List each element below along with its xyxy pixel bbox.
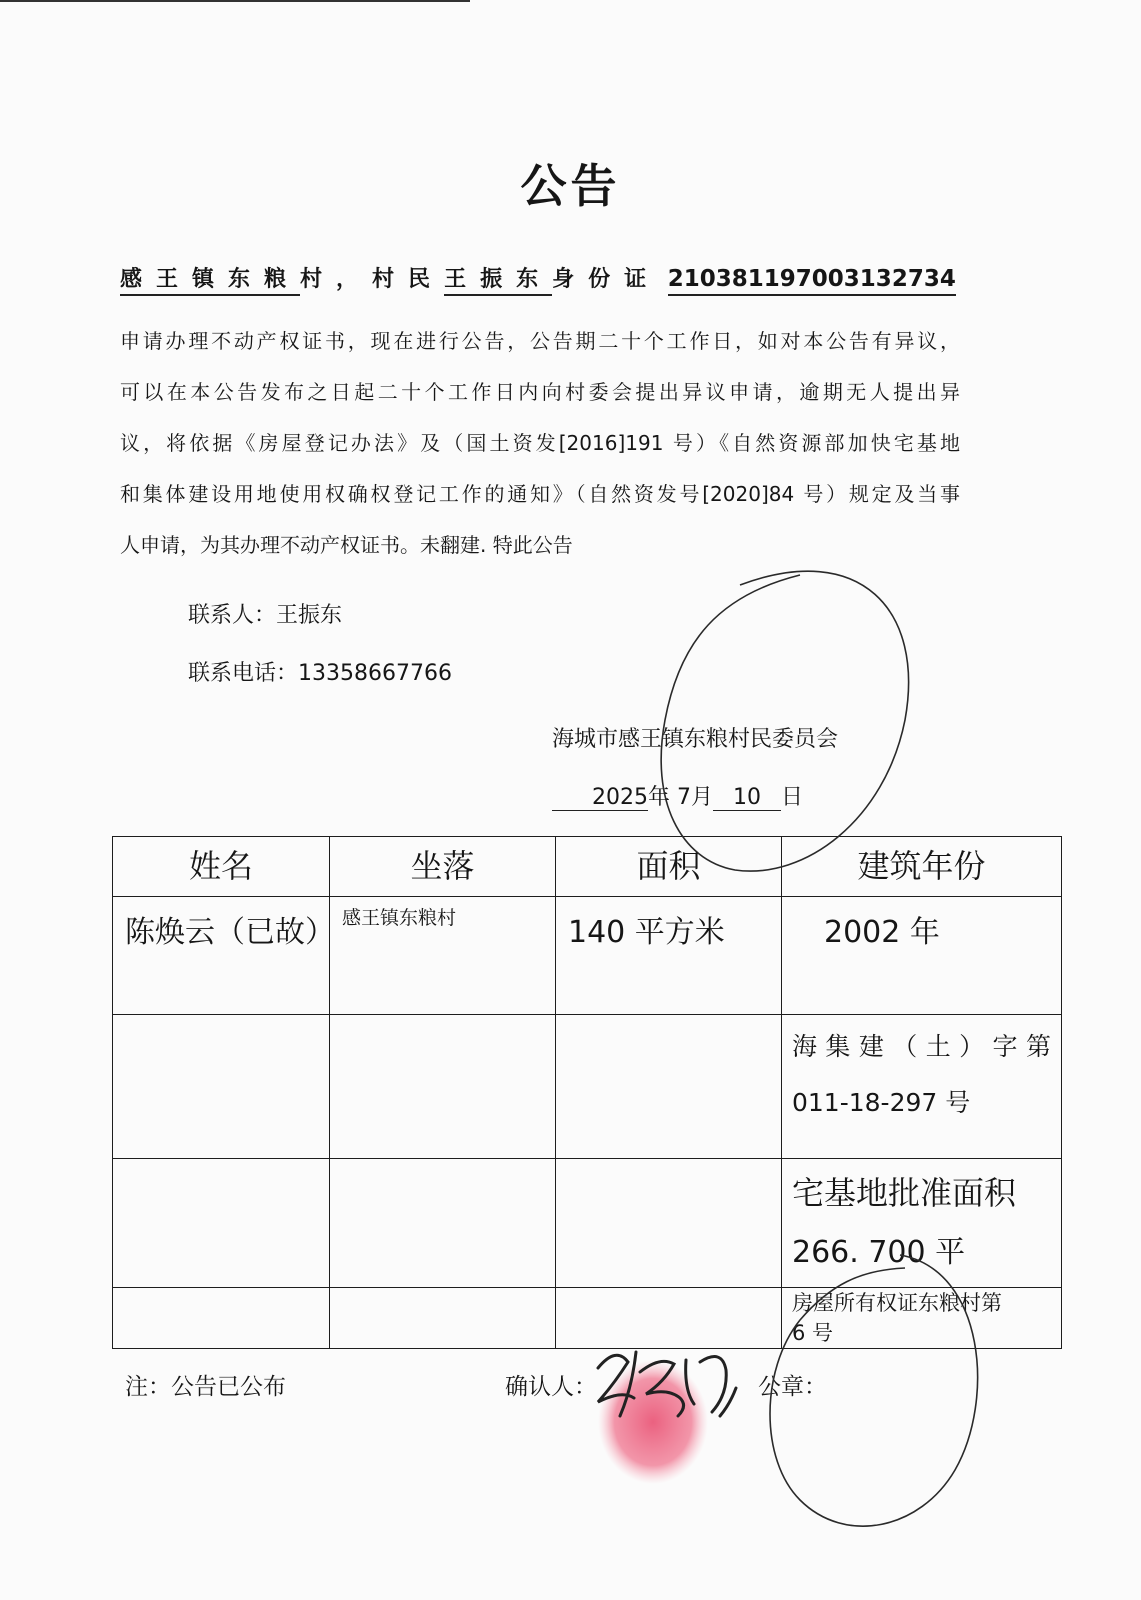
header-name: 姓名 (113, 837, 330, 897)
table-row (113, 1288, 1062, 1349)
table-row (113, 897, 1062, 1015)
notice-first-line (120, 262, 956, 293)
property-table (112, 836, 1062, 1349)
seal-label: 公章： (758, 1374, 827, 1400)
table-header-row (113, 837, 1062, 897)
empty-cell (113, 1159, 330, 1288)
house-cert-cell (782, 1288, 1062, 1349)
empty-cell (330, 1015, 556, 1159)
notice-body-line: 和集体建设用地使用权确权登记工作的通知》（自然资发号[2020]84 号）规定及当事 (120, 482, 960, 506)
owner-name-cell: 陈焕云（已故） (113, 897, 330, 1015)
date-year-label: 年 (648, 785, 671, 810)
land-cert-line: 海集建（土）字第 (792, 1032, 1051, 1061)
empty-cell (556, 1015, 782, 1159)
notice-body (120, 316, 960, 571)
date-day: 10 (713, 785, 781, 811)
approved-area-label: 宅基地批准面积 (792, 1174, 1017, 1212)
signature-icon (598, 1352, 736, 1416)
date-day-label: 日 (781, 785, 804, 810)
id-number: 210381197003132734 (668, 266, 956, 296)
date-month: 7 (677, 785, 692, 810)
issue-date (552, 780, 803, 811)
villager-prefix: 村民 (372, 267, 445, 292)
notice-body-line: 人申请，为其办理不动产权证书。未翻建. 特此公告 (120, 533, 573, 557)
village-suffix: 村 (300, 267, 337, 292)
land-cert-cell (782, 1015, 1062, 1159)
contact-phone: 联系电话：13358667766 (188, 661, 452, 686)
empty-cell (113, 1288, 330, 1349)
village-name: 感王镇东粮 (120, 267, 300, 296)
empty-cell (556, 1159, 782, 1288)
date-year: 2025 (552, 785, 648, 811)
land-cert-number: 011-18-297 号 (792, 1088, 971, 1117)
date-month-label: 月 (691, 785, 714, 810)
house-cert-line: 房屋所有权证东粮村第 (792, 1291, 1002, 1315)
area-cell: 140 平方米 (556, 897, 782, 1015)
applicant-name: 王振东 (444, 267, 552, 296)
header-area: 面积 (556, 837, 782, 897)
empty-cell (330, 1159, 556, 1288)
table-row (113, 1159, 1062, 1288)
empty-cell (330, 1288, 556, 1349)
empty-cell (556, 1288, 782, 1349)
notice-body-line: 可以在本公告发布之日起二十个工作日内向村委会提出异议申请，逾期无人提出异 (120, 380, 960, 404)
page-title: 公告 (520, 159, 621, 213)
comma: ， (336, 267, 373, 292)
id-label: 身份证 (552, 267, 661, 292)
header-location: 坐落 (330, 837, 556, 897)
approved-area-value: 266. 700 平 (792, 1235, 966, 1270)
issuing-organization: 海城市感王镇东粮村民委员会 (552, 727, 839, 752)
confirm-label: 确认人： (505, 1374, 597, 1400)
approved-area-cell (782, 1159, 1062, 1288)
house-cert-number: 6 号 (792, 1321, 834, 1345)
scan-edge-line (0, 0, 470, 2)
footer-note: 注：公告已公布 (125, 1374, 286, 1400)
location-cell: 感王镇东粮村 (330, 897, 556, 1015)
fingerprint-icon (598, 1360, 708, 1484)
notice-body-line: 议，将依据《房屋登记办法》及（国土资发[2016]191 号）《自然资源部加快宅基地 (120, 431, 960, 455)
contact-person: 联系人：王振东 (188, 603, 343, 628)
header-build-year: 建筑年份 (782, 837, 1062, 897)
notice-body-line: 申请办理不动产权证书，现在进行公告，公告期二十个工作日，如对本公告有异议， (120, 329, 960, 353)
build-year-cell: 2002 年 (782, 897, 1062, 1015)
table-row (113, 1015, 1062, 1159)
empty-cell (113, 1015, 330, 1159)
